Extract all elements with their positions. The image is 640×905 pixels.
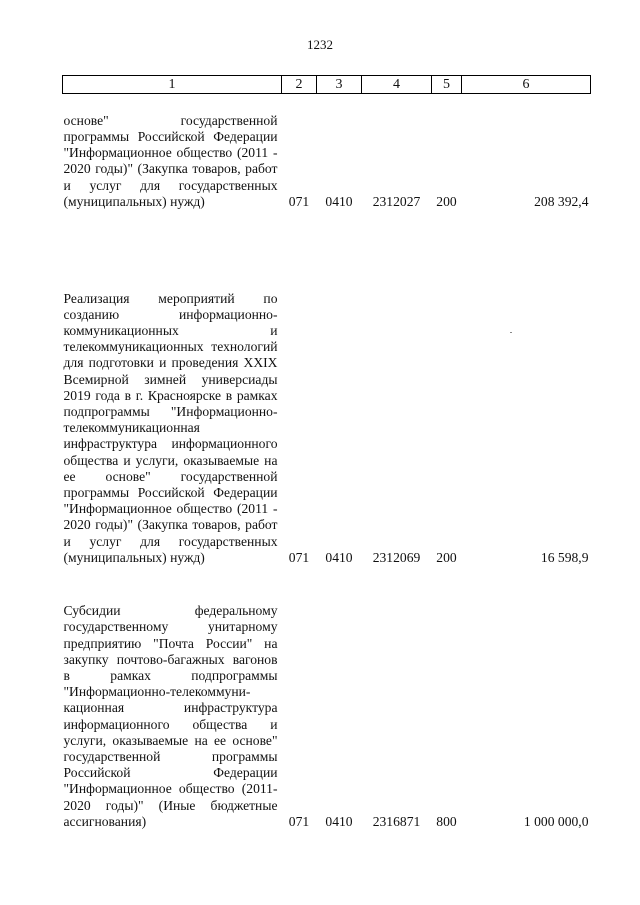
row-code-5: 200 [436, 549, 457, 565]
row-description: основе" государственной программы Российской Федерации "Информационное общество (2011 - 2020 годы)" (Закупка товаров, работ и услуг для государственных (муниципальных) нужд) [63, 112, 278, 209]
row-code-5: 800 [436, 813, 457, 829]
row-code-3: 0410 [325, 549, 353, 565]
row-code-4: 2316871 [372, 813, 421, 829]
row-code-3: 0410 [325, 193, 353, 209]
row-amount: 1 000 000,0 [523, 813, 589, 829]
row-code-4: 2312069 [372, 549, 421, 565]
page-number: 1232 [307, 37, 333, 52]
row-code-4: 2312027 [372, 193, 421, 209]
row-amount: 16 598,9 [540, 549, 589, 565]
column-header-1: 1 [63, 76, 282, 94]
budget-table [62, 75, 591, 830]
column-header-3: 3 [317, 76, 362, 94]
row-description: Субсидии федеральному государственному унитарному предприятию "Почта России" на закупку почтово-багажных вагонов в рамках подпрограммы "Информационно-телекоммуни-кационная инфраструктура информационного общества и услуги, оказываемые на ее основе" государственной программы Российской Федерации "Информационное общество (2011-2020 годы)" (Иные бюджетные ассигнования) [63, 603, 278, 829]
row-code-2: 071 [288, 813, 310, 829]
column-header-2: 2 [282, 76, 317, 94]
table-row [63, 94, 591, 211]
row-amount: 208 392,4 [534, 193, 589, 209]
row-code-2: 071 [288, 549, 310, 565]
column-number-header-row [63, 76, 591, 94]
table-row [63, 566, 591, 830]
table-row [63, 210, 591, 566]
row-code-3: 0410 [325, 813, 353, 829]
column-header-5: 5 [432, 76, 462, 94]
scan-speck [510, 332, 512, 333]
row-code-2: 071 [288, 193, 310, 209]
row-description: Реализация мероприятий по созданию информационно-коммуникационных и телекоммуникационных технологий для подготовки и проведения XXIX Всемирной зимней универсиады 2019 года в г. Красноярске в рамках подпрограммы "Информационно-телекоммуникационная инфраструктура информационного общества и услуги, оказываемые на ее основе" государственной программы Российской Федерации "Информационное общество (2011 - 2020 годы)" (Закупка товаров, работ и услуг для государственных (муниципальных) нужд) [63, 290, 278, 565]
column-header-6: 6 [462, 76, 591, 94]
row-code-5: 200 [436, 193, 457, 209]
column-header-4: 4 [362, 76, 432, 94]
